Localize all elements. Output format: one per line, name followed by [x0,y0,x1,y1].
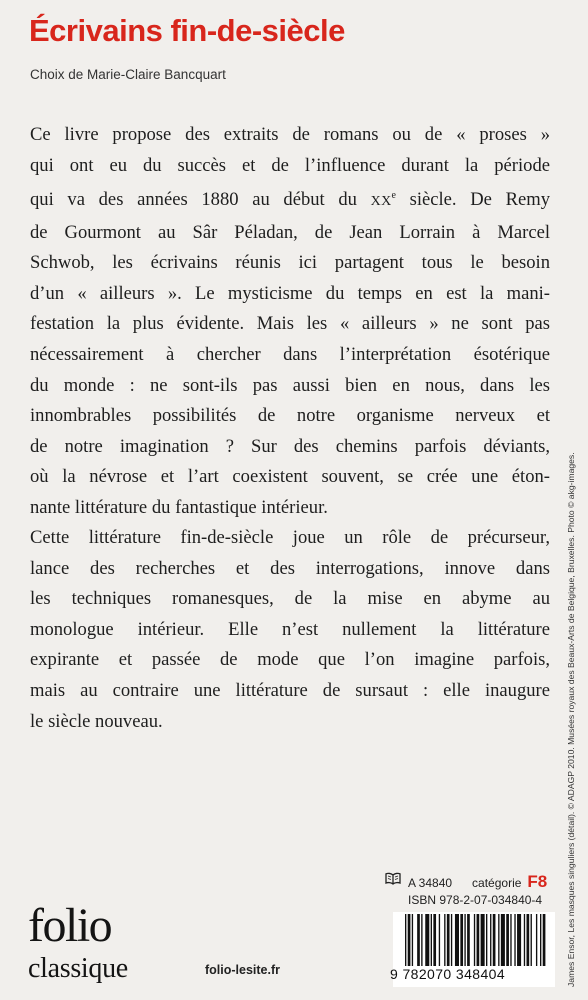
blurb-line: festation la plus évidente. Mais les « ailleurs » ne sont pas [30,313,550,335]
editor-credit: Choix de Marie-Claire Bancquart [30,67,226,82]
cover-image-credit: James Ensor, Les masques singuliers (détail). © ADAGP 2010. Musées royaux des Beaux-Arts de Belgique, Bruxelles. Photo © akg-images. [566,452,576,987]
blurb-line: du monde : ne sont-ils pas aussi bien en nous, dans les [30,374,550,396]
blurb-line-tail: siècle. De Remy [395,189,551,211]
book-title: Écrivains fin-de-siècle [29,13,345,48]
blurb-line: de notre imagination ? Sur des chemins parfois déviants, [30,435,550,457]
blurb-line: le siècle nouveau. [30,710,163,732]
isbn-number: ISBN 978-2-07-034840-4 [408,893,543,907]
blurb-line [30,181,550,218]
blurb-line: nante littérature du fantastique intérieur. [30,496,328,518]
classique-logo: classique [28,953,128,984]
blurb-line: les techniques romanesques, de la mise en abyme au [30,588,550,610]
catalog-number: A 34840 [408,876,453,890]
century-superscript: e [391,190,396,202]
blurb-line: où la névrose et l’art coexistent souvent, se crée une éton- [30,466,550,488]
book-icon [385,872,401,885]
blurb-line: innombrables possibilités de notre organisme nerveux et [30,405,550,427]
blurb-line: mais au contraire une littérature de sursaut : elle inaugure [30,680,550,702]
barcode-icon [393,912,555,970]
blurb-line: Cette littérature fin-de-siècle joue un rôle de précurseur, [30,527,550,549]
website-link[interactable]: folio-lesite.fr [205,963,281,977]
blurb-line: qui ont eu du succès et de l’influence durant la période [30,154,550,176]
folio-logo: folio [28,899,112,952]
blurb-line: Schwob, les écrivains réunis ici partagent tous le besoin [30,252,550,274]
blurb-line: Ce livre propose des extraits de romans ou de « proses » [30,124,550,145]
category-label: catégorie [472,876,522,890]
category-code: F8 [527,872,548,891]
back-cover-blurb [30,120,550,737]
century-numeral: XX [370,194,392,210]
blurb-line: monologue intérieur. Elle n’est nullement la littérature [30,618,550,640]
blurb-line: d’un « ailleurs ». Le mysticisme du temps en est la mani- [30,282,550,304]
blurb-line-text: qui va des années 1880 au début du [30,189,371,211]
blurb-line: nécessairement à chercher dans l’interprétation ésotérique [30,344,550,366]
blurb-line: lance des recherches et des interrogations, innove dans [30,557,550,579]
blurb-line: expirante et passée de mode que l’on imagine parfois, [30,649,550,671]
blurb-line: de Gourmont au Sâr Péladan, de Jean Lorrain à Marcel [30,221,550,243]
barcode-digits: 9 782070 348404 [390,966,505,982]
catalog-info [408,872,547,892]
